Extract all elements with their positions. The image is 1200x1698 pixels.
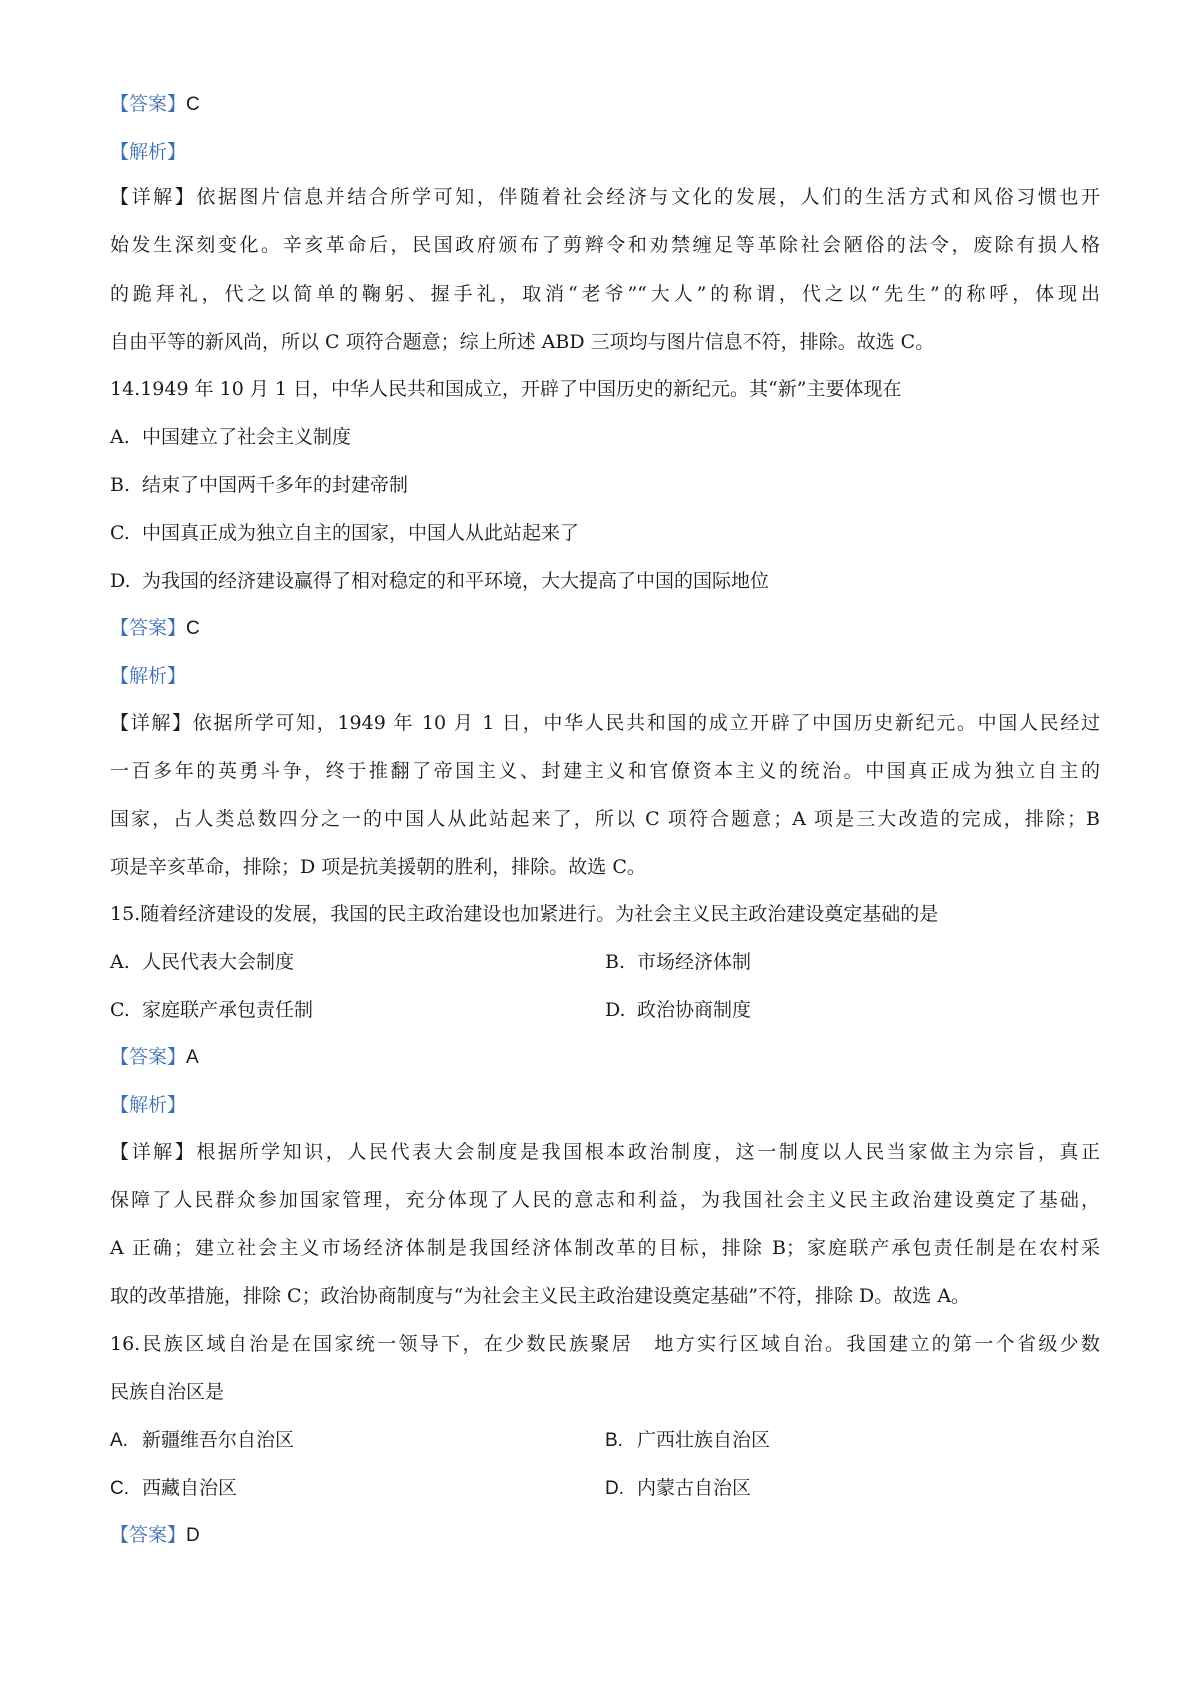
option-text: 政治协商制度	[637, 999, 752, 1021]
detail-line: 依据所学可知，1949 年 10 月 1 日，中华人民共和国的成立开辟了中国历史新纪元。中国人民经过	[192, 712, 1100, 734]
option-letter: B.	[605, 1430, 623, 1451]
q16-stem-line: 民族自治区是	[110, 1381, 225, 1403]
analysis-tag: 【解析】	[110, 1094, 187, 1116]
option-text: 人民代表大会制度	[142, 951, 295, 973]
q14-analysis-label	[110, 664, 1100, 688]
q14-option-d	[110, 569, 1100, 593]
option-text: 市场经济体制	[637, 951, 752, 973]
detail-line: 始发生深刻变化。辛亥革命后，民国政府颁布了剪辫令和劝禁缠足等革除社会陋俗的法令，废除有损人格	[110, 234, 1100, 256]
detail-tag: 【详解】	[110, 712, 193, 734]
q15-options-row-1	[110, 950, 1100, 974]
option-letter: C.	[110, 999, 130, 1021]
q16-option-d	[605, 1476, 1100, 1500]
q13-answer	[110, 92, 1100, 116]
option-letter: D.	[605, 1478, 624, 1499]
q15-analysis-label	[110, 1093, 1100, 1117]
answer-value: A	[186, 1047, 199, 1068]
option-text: 广西壮族自治区	[637, 1429, 771, 1451]
q15-option-b	[605, 950, 1100, 974]
q15-option-c	[110, 998, 605, 1022]
option-letter: A.	[110, 951, 130, 973]
detail-line: A 正确；建立社会主义市场经济体制是我国经济体制改革的目标，排除 B；家庭联产承包责任制是在农村采	[110, 1237, 1100, 1259]
detail-line: 保障了人民群众参加国家管理，充分体现了人民的意志和利益，为我国社会主义民主政治建设奠定了基础，	[110, 1189, 1100, 1211]
option-letter: D.	[110, 570, 131, 592]
q16-option-a	[110, 1428, 605, 1452]
option-text: 西藏自治区	[142, 1477, 238, 1499]
answer-tag: 【答案】	[110, 617, 187, 639]
option-letter: B.	[110, 474, 131, 496]
answer-tag: 【答案】	[110, 93, 187, 115]
detail-line: 自由平等的新风尚，所以 C 项符合题意；综上所述 ABD 三项均与图片信息不符，排除。故选 C。	[110, 331, 935, 353]
q15-option-d	[605, 998, 1100, 1022]
q14-stem: 14.1949 年 10 月 1 日，中华人民共和国成立，开辟了中国历史的新纪元。其“新”主要体现在	[110, 378, 902, 400]
answer-tag: 【答案】	[110, 1046, 187, 1068]
q16-options-row-1	[110, 1428, 1100, 1452]
option-letter: C.	[110, 522, 130, 544]
option-letter: D.	[605, 999, 626, 1021]
option-text: 为我国的经济建设赢得了相对稳定的和平环境，大大提高了中国的国际地位	[142, 570, 770, 592]
option-text: 结束了中国两千多年的封建帝制	[142, 474, 409, 496]
option-text: 新疆维吾尔自治区	[142, 1429, 295, 1451]
detail-line: 国家，占人类总数四分之一的中国人从此站起来了，所以 C 项符合题意；A 项是三大改造的完成，排除；B	[110, 808, 1100, 830]
answer-value: C	[186, 618, 200, 639]
q15-answer	[110, 1045, 1100, 1069]
option-letter: A.	[110, 1430, 128, 1451]
detail-line: 依据图片信息并结合所学可知，伴随着社会经济与文化的发展，人们的生活方式和风俗习惯也开	[196, 186, 1100, 208]
q14-option-b	[110, 473, 1100, 497]
option-letter: A.	[110, 426, 130, 448]
q16-option-c	[110, 1476, 605, 1500]
q13-analysis-label	[110, 140, 1100, 164]
option-text: 中国真正成为独立自主的国家，中国人从此站起来了	[142, 522, 580, 544]
answer-value: D	[186, 1525, 200, 1546]
detail-line: 项是辛亥革命，排除；D 项是抗美援朝的胜利，排除。故选 C。	[110, 856, 646, 878]
analysis-tag: 【解析】	[110, 665, 187, 687]
option-letter: B.	[605, 951, 626, 973]
detail-line: 根据所学知识，人民代表大会制度是我国根本政治制度，这一制度以人民当家做主为宗旨，真正	[196, 1141, 1100, 1163]
detail-tag: 【详解】	[110, 186, 197, 208]
q16-option-b	[605, 1428, 1100, 1452]
analysis-tag: 【解析】	[110, 141, 187, 163]
q14-answer	[110, 616, 1100, 640]
q14-option-c	[110, 521, 1100, 545]
q14-option-a	[110, 425, 1100, 449]
q13-detail	[110, 185, 1100, 233]
q15-option-a	[110, 950, 605, 974]
detail-line: 取的改革措施，排除 C；政治协商制度与“为社会主义民主政治建设奠定基础”不符，排除 D。故选 A。	[110, 1285, 971, 1307]
q15-options-row-2	[110, 998, 1100, 1022]
answer-tag: 【答案】	[110, 1524, 187, 1546]
detail-line: 一百多年的英勇斗争，终于推翻了帝国主义、封建主义和官僚资本主义的统治。中国真正成为独立自主的	[110, 760, 1100, 782]
answer-value: C	[186, 94, 200, 115]
q15-detail	[110, 1140, 1100, 1164]
option-text: 内蒙古自治区	[637, 1477, 752, 1499]
q16-answer	[110, 1523, 1100, 1547]
q14-detail	[110, 711, 1100, 735]
q16-stem-line: 16.民族区域自治是在国家统一领导下，在少数民族聚居 地方实行区域自治。我国建立的第一个省级少数	[110, 1333, 1100, 1355]
q15-stem: 15.随着经济建设的发展，我国的民主政治建设也加紧进行。为社会主义民主政治建设奠定基础的是	[110, 903, 939, 925]
option-text: 中国建立了社会主义制度	[142, 426, 352, 448]
detail-line: 的跪拜礼，代之以简单的鞠躬、握手礼，取消“老爷”“大人”的称谓，代之以“先生”的称呼，体现出	[110, 283, 1100, 305]
q16-options-row-2	[110, 1476, 1100, 1500]
option-text: 家庭联产承包责任制	[142, 999, 314, 1021]
option-letter: C.	[110, 1478, 129, 1499]
q16-stem	[110, 1332, 1100, 1356]
detail-tag: 【详解】	[110, 1141, 197, 1163]
